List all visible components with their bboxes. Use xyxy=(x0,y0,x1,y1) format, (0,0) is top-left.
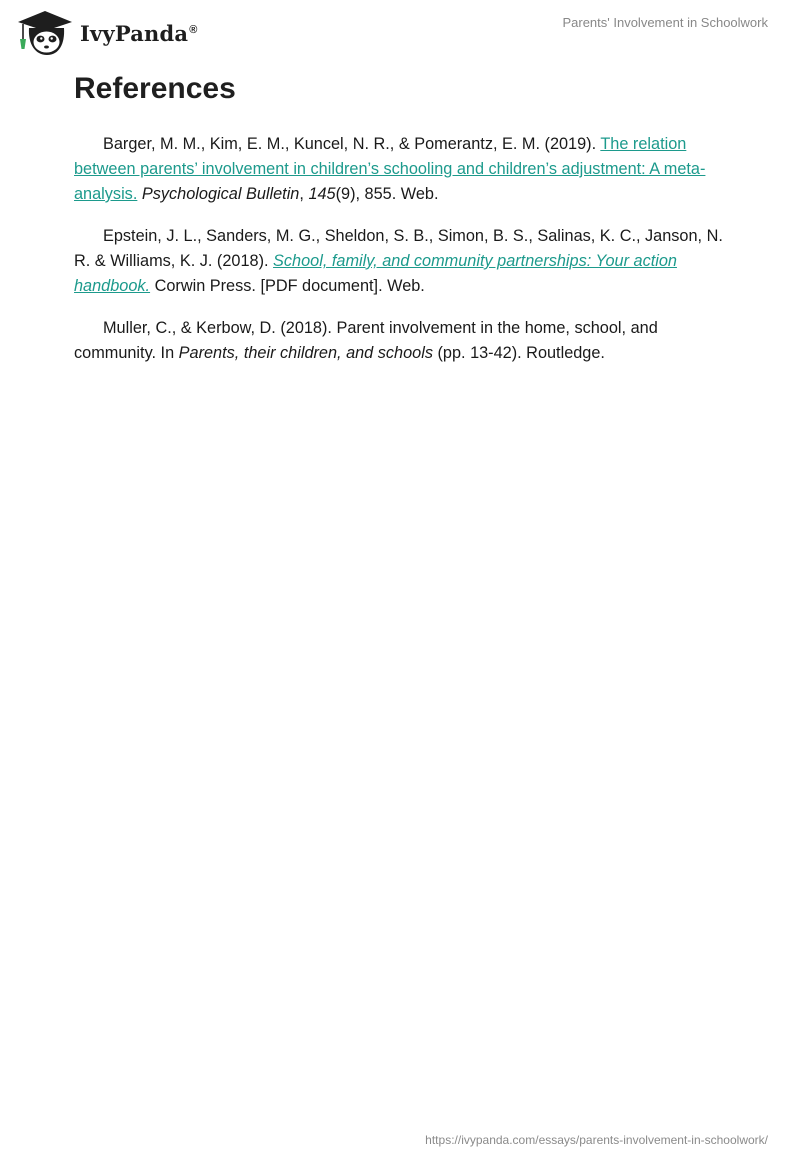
journal-volume: 145 xyxy=(308,185,336,203)
page-title: References xyxy=(74,72,236,105)
panda-graduate-icon xyxy=(16,9,74,57)
reference-link[interactable]: The relation between parents’ involvement in children’s schooling and children’s adjustment: A meta-analysis. xyxy=(74,135,706,203)
reference-list xyxy=(74,132,734,383)
reference-item: Muller, C., & Kerbow, D. (2018). Parent involvement in the home, school, and community. In Parents, their children, and schools (pp. 13-42). Routledge. xyxy=(74,319,658,362)
journal-title: Psychological Bulletin xyxy=(141,185,300,203)
book-title: Parents, their children, and schools xyxy=(178,344,433,362)
reference-item: Barger, M. M., Kim, E. M., Kuncel, N. R., & Pomerantz, E. M. (2019). The relation between parents’ involvement in children’s schooling and children’s adjustment: A meta-analysis. Psychological Bulletin, 145(9), 855. Web. xyxy=(74,135,706,203)
reference-link[interactable]: School, family, and community partnerships: Your action handbook. xyxy=(74,252,677,295)
running-title: Parents' Involvement in Schoolwork xyxy=(562,15,768,30)
logo-text: IvyPanda® xyxy=(80,20,198,46)
reference-item: Epstein, J. L., Sanders, M. G., Sheldon, S. B., Simon, B. S., Salinas, K. C., Janson, N. R. & Williams, K. J. (2018). School, family, and community partnerships: Your action handbook. Corwin Press. [PDF document]. Web. xyxy=(74,227,723,295)
ivypanda-logo[interactable] xyxy=(16,8,198,58)
footer-url: https://ivypanda.com/essays/parents-involvement-in-schoolwork/ xyxy=(425,1133,768,1147)
